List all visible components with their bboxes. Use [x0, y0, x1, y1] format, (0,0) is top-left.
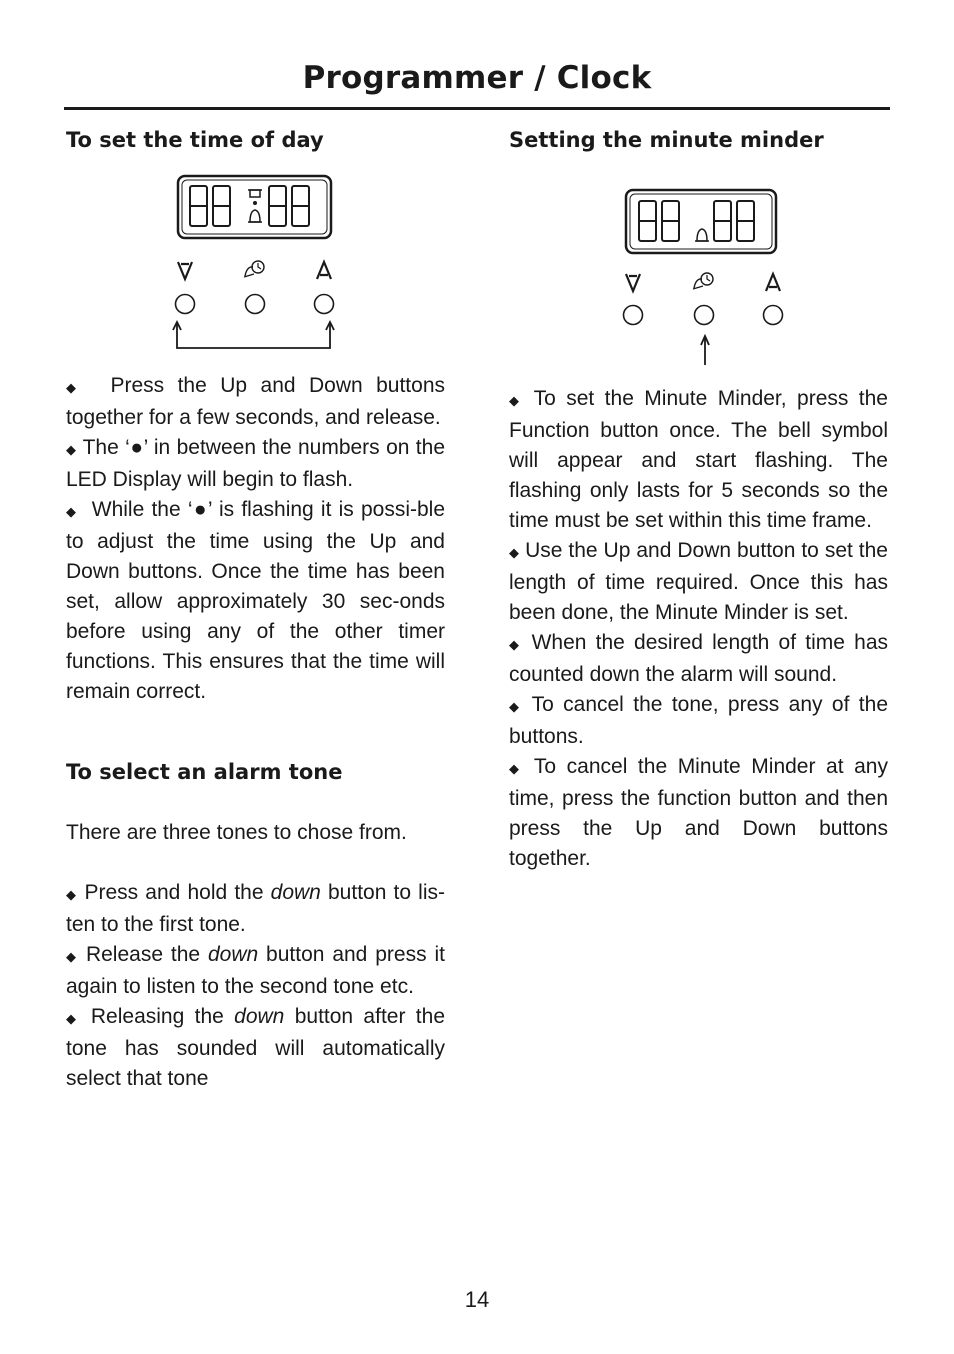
down-button[interactable] — [624, 274, 643, 325]
time-heading: To set the time of day — [66, 128, 324, 152]
list-item: ◆ To set the Minute Minder, press the Function button once. The bell symbol will appear and start flashing. The flashing only lasts for 5 seconds so the time must be set within this time frame. — [509, 387, 888, 532]
alarm-intro: There are three tones to chose from. — [66, 821, 407, 844]
list-item: ◆ To cancel the tone, press any of the buttons. — [509, 693, 888, 748]
alarm-section — [66, 760, 445, 1094]
bullet: ◆ — [66, 442, 77, 457]
title-rule — [64, 107, 890, 110]
page-title: Programmer / Clock — [302, 60, 652, 96]
up-button[interactable] — [315, 262, 334, 314]
list-item: ◆ The ‘●’ in between the numbers on the LED Display will begin to flash. — [66, 436, 446, 491]
list-item: ◆ Press the Up and Down buttons together for a few seconds, and release. — [66, 374, 445, 429]
alarm-heading: To select an alarm tone — [66, 760, 343, 784]
bullet: ◆ — [66, 380, 84, 395]
list-item: ◆ Use the Up and Down button to set the length of time required. Once this has been done, the Minute Minder is set. — [509, 539, 888, 624]
minute-minder-diagram — [607, 185, 807, 370]
down-triangle-icon — [178, 262, 192, 279]
down-triangle-icon — [626, 274, 640, 291]
press-function-arrow — [701, 336, 709, 365]
colon-dot — [253, 201, 257, 205]
led-display — [626, 190, 776, 253]
bell-icon — [248, 210, 262, 222]
time-section-heading-wrap — [66, 128, 445, 152]
list-item: ◆ Releasing the down button after the tone has sounded will automatically select that tone — [66, 1005, 445, 1090]
minder-heading: Setting the minute minder — [509, 128, 824, 152]
list-item: ◆ Press and hold the down button to lis-ten to the first tone. — [66, 881, 446, 936]
minder-section-heading-wrap — [509, 128, 888, 152]
up-triangle-icon — [317, 262, 331, 279]
list-item: ◆ To cancel the Minute Minder at any time, press the function button and then press the Up and Down buttons together. — [509, 755, 888, 870]
bullet: ◆ — [509, 699, 523, 714]
bullet: ◆ — [66, 949, 79, 964]
function-button[interactable] — [693, 273, 714, 325]
bullet: ◆ — [66, 1011, 81, 1026]
press-both-arrows — [173, 322, 334, 348]
list-item: ◆ When the desired length of time has counted down the alarm will sound. — [509, 631, 889, 686]
clock-bell-icon — [244, 261, 264, 277]
bell-icon — [695, 229, 709, 241]
time-instructions — [66, 371, 445, 707]
bullet: ◆ — [509, 761, 524, 776]
up-triangle-icon — [766, 274, 780, 291]
page-number: 14 — [464, 1287, 490, 1312]
bullet: ◆ — [509, 637, 523, 652]
bullet: ◆ — [509, 393, 524, 408]
time-of-day-diagram — [160, 170, 350, 360]
bullet: ◆ — [509, 545, 520, 560]
led-display — [178, 176, 331, 238]
cooking-pot-icon — [248, 190, 262, 197]
clock-bell-icon — [693, 273, 713, 289]
function-button[interactable] — [244, 261, 265, 314]
up-button[interactable] — [764, 274, 783, 325]
bullet: ◆ — [66, 504, 78, 519]
list-item: ◆ While the ‘●’ is flashing it is possi-ble to adjust the time using the Up and Down buttons. Once the time has been set, allow approximately 30 sec-onds before using any of the other timer functions. This ensures that the time will remain correct. — [66, 498, 445, 703]
bullet: ◆ — [66, 887, 78, 902]
list-item: ◆ Release the down button and press it again to listen to the second tone etc. — [66, 943, 445, 998]
minder-instructions — [509, 384, 888, 874]
down-button[interactable] — [176, 262, 195, 314]
